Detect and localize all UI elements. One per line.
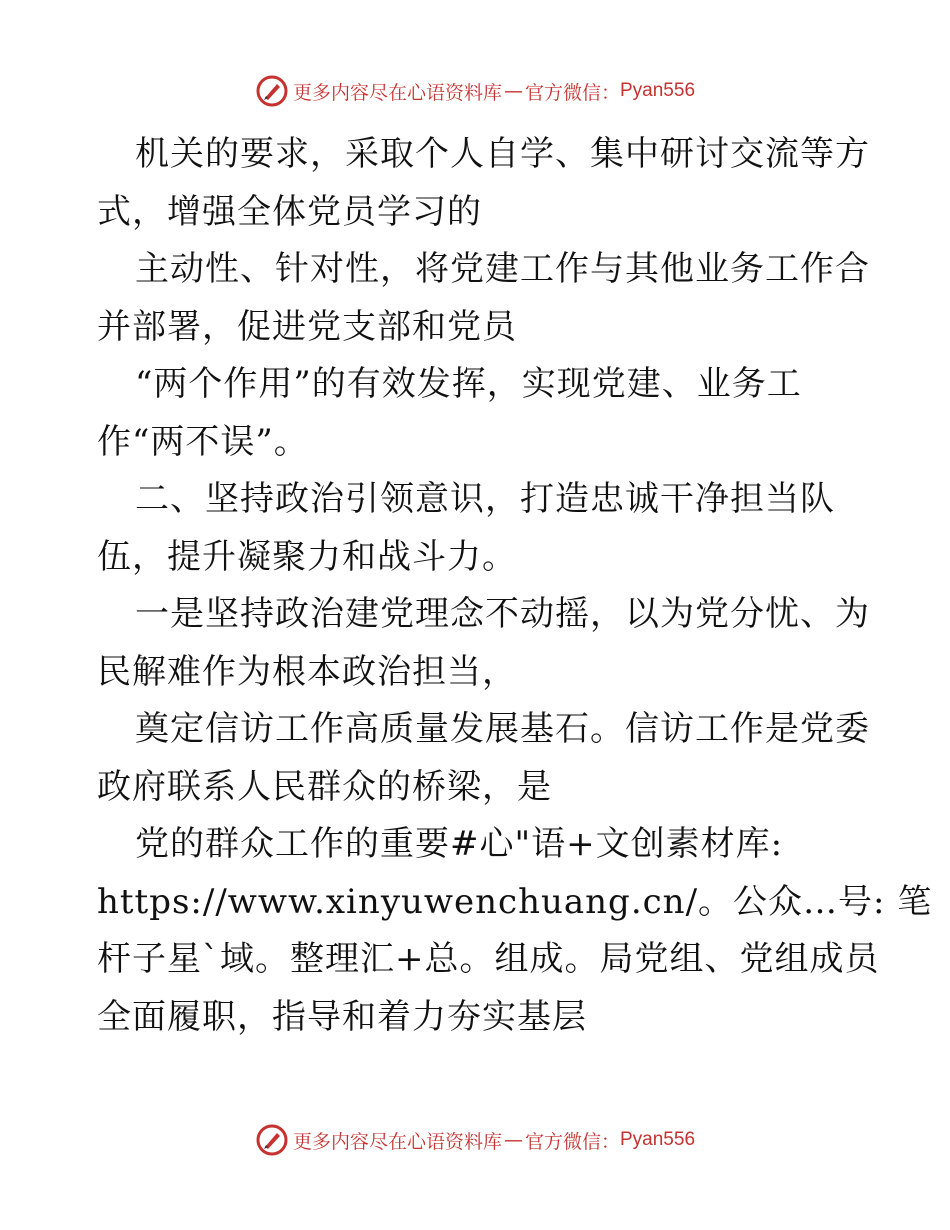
body-line: 一是坚持政治建党理念不动摇，以为党分忧、为 (135, 594, 870, 634)
body-line: 机关的要求，采取个人自学、集中研讨交流等方 (135, 134, 870, 174)
footer-wechat-account: Pyan556 (620, 1129, 696, 1150)
header-wechat-account: Pyan556 (620, 80, 696, 101)
body-line: 主动性、针对性，将党建工作与其他业务工作合 (135, 249, 870, 289)
footer-banner (0, 1120, 950, 1160)
body-line: 并部署，促进党支部和党员 (97, 306, 517, 347)
body-line: 杆子星`域。整理汇+总。组成。局党组、党组成员 (97, 939, 880, 979)
header-banner (0, 71, 950, 111)
pen-logo-icon (255, 74, 289, 108)
document-body (97, 126, 933, 1046)
body-line: 作“两不误”。 (97, 421, 309, 462)
body-line: 政府联系人民群众的桥梁，是 (97, 766, 552, 807)
body-line: 伍，提升凝聚力和战斗力。 (97, 536, 517, 577)
header-separator: — (503, 80, 523, 102)
body-line: 二、坚持政治引领意识，打造忠诚干净担当队 (135, 479, 835, 519)
header-wechat-label: 官方微信： (524, 81, 620, 104)
body-line: 全面履职，指导和着力夯实基层 (97, 996, 587, 1037)
footer-promo-text: 更多内容尽在心语资料库 (292, 1130, 502, 1153)
footer-separator: — (503, 1129, 523, 1151)
body-line: 党的群众工作的重要#心"语+文创素材库: (135, 824, 784, 864)
body-line: https://www.xinyuwenchuang.cn/。公众…号: 笔 (97, 881, 933, 922)
body-line: “两个作用”的有效发挥，实现党建、业务工 (135, 364, 802, 404)
body-line: 奠定信访工作高质量发展基石。信访工作是党委 (135, 709, 870, 749)
pen-logo-icon (255, 1123, 289, 1157)
footer-wechat-label: 官方微信： (524, 1130, 620, 1153)
header-promo-text: 更多内容尽在心语资料库 (292, 81, 502, 104)
body-line: 式，增强全体党员学习的 (97, 191, 482, 232)
body-line: 民解难作为根本政治担当， (97, 651, 517, 692)
